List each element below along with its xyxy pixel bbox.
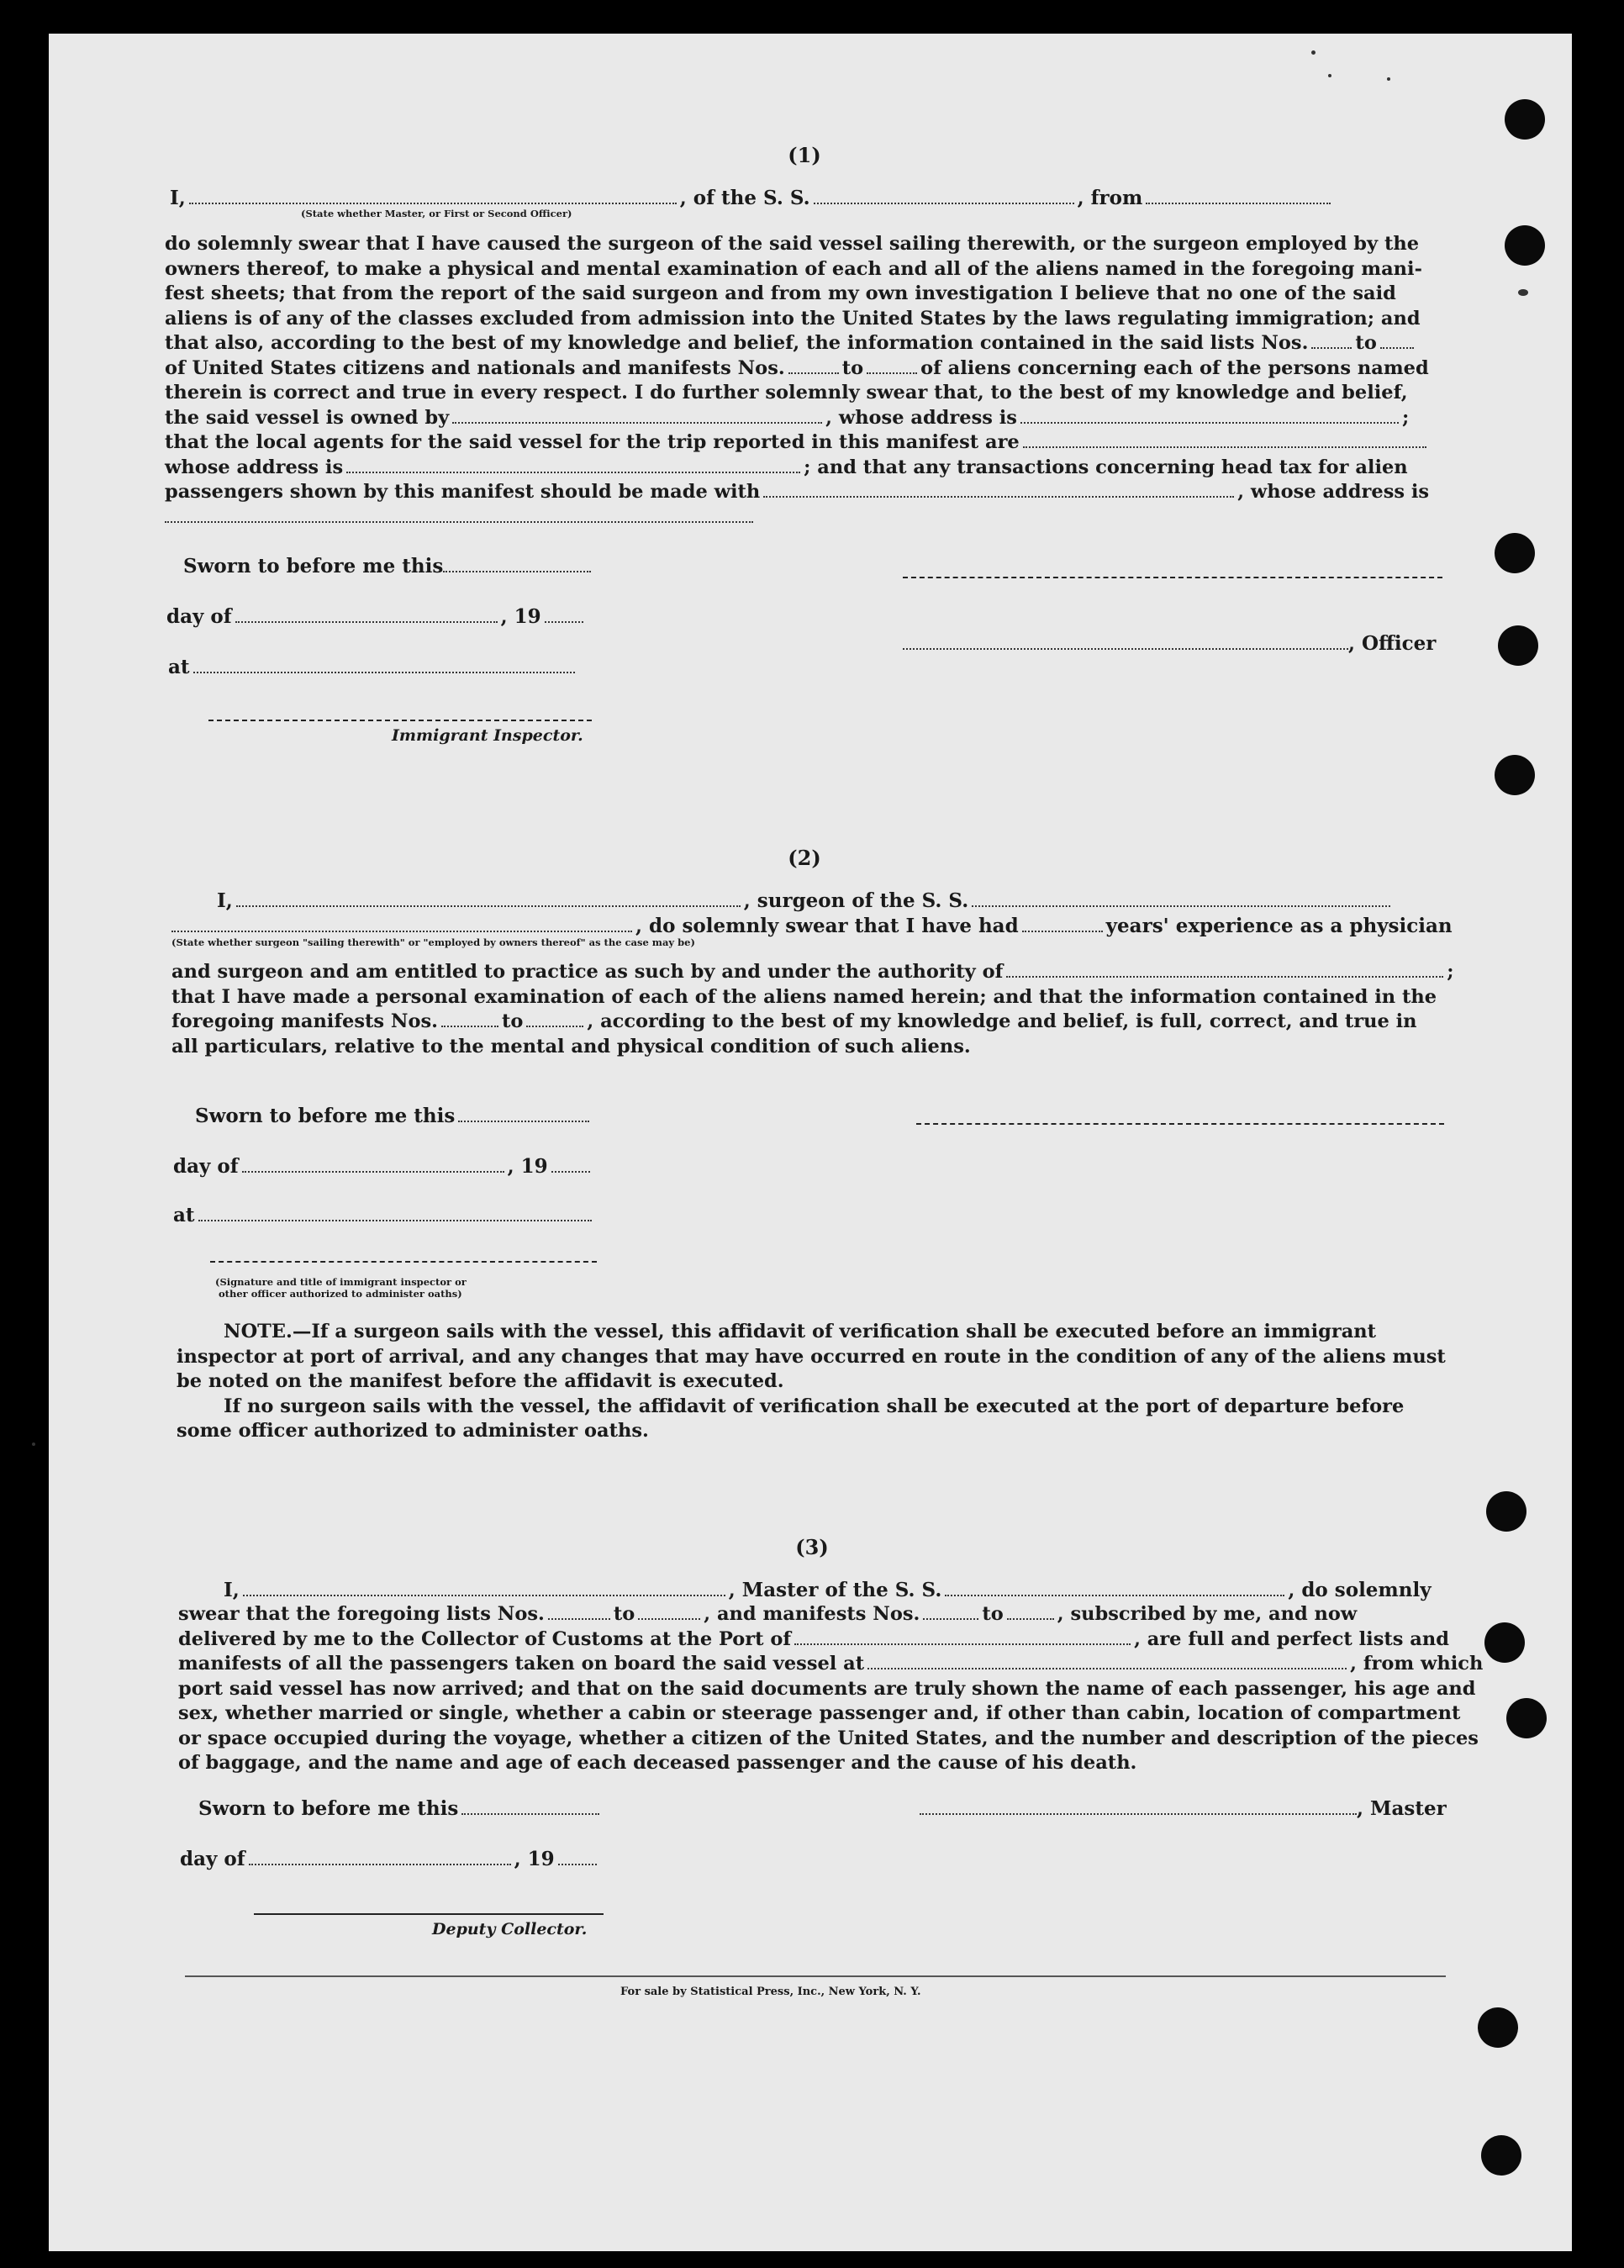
section-2-at: at <box>173 1204 595 1226</box>
section-1-day-of: day of , 19 <box>166 605 587 628</box>
boarded-at-field[interactable] <box>867 1667 1347 1669</box>
day-of-field-2[interactable] <box>242 1170 504 1173</box>
section-2-day-of: day of , 19 <box>173 1155 593 1178</box>
master-ship-field[interactable] <box>945 1594 1284 1596</box>
manifests-to-field-3[interactable] <box>1007 1617 1054 1620</box>
punch-hole <box>1498 625 1538 666</box>
head-tax-address-field[interactable] <box>165 520 753 523</box>
port-field[interactable] <box>794 1643 1131 1645</box>
punch-hole <box>1495 755 1535 795</box>
from-field[interactable] <box>1146 202 1331 204</box>
manifests-to-field[interactable] <box>867 372 917 374</box>
collector-signature-line[interactable] <box>254 1913 604 1915</box>
surgeon-name-field[interactable] <box>236 905 741 907</box>
section-2-second-line: , do solemnly swear that I have had years' experience as a physician <box>171 915 1453 937</box>
footer-imprint: For sale by Statistical Press, Inc., New York, N. Y. <box>620 1986 921 1998</box>
owner-address-field[interactable] <box>1020 421 1399 424</box>
section-3-heading: (3) <box>795 1535 829 1559</box>
section-2-sworn: Sworn to before me this <box>195 1105 593 1127</box>
punch-hole <box>1486 1491 1526 1532</box>
section-3-sworn: Sworn to before me this <box>198 1797 603 1820</box>
year-field[interactable] <box>545 620 583 623</box>
section-3-opening-line: I, , Master of the S. S. , do solemnly <box>224 1579 1432 1601</box>
officer-signature-line-2[interactable] <box>903 647 1348 650</box>
year-field-2[interactable] <box>551 1170 590 1173</box>
section-2-heading: (2) <box>788 846 821 870</box>
section-1-heading: (1) <box>788 143 821 167</box>
label-from: , from <box>1077 187 1143 209</box>
authority-field[interactable] <box>1006 975 1443 978</box>
section-1-opening-line <box>170 187 1334 209</box>
section-2-opening-line: I, , surgeon of the S. S. <box>217 889 1394 912</box>
sworn-date-field[interactable] <box>443 570 591 572</box>
lists-to-field-3[interactable] <box>638 1617 700 1620</box>
at-field[interactable] <box>193 671 575 673</box>
footer-rule <box>185 1975 1446 1977</box>
manifests-from-field[interactable] <box>788 372 839 374</box>
section-2-signature-caption: (Signature and title of immigrant inspector or other officer authorized to administer oaths) <box>215 1276 467 1300</box>
section-1-caption: (State whether Master, or First or Second Officer) <box>301 208 572 219</box>
lists-from-field[interactable] <box>1311 346 1352 349</box>
at-field-2[interactable] <box>198 1219 592 1221</box>
officer-row: , Officer <box>903 632 1436 655</box>
punch-hole <box>1506 1698 1547 1738</box>
manifests-from-field-2[interactable] <box>441 1025 498 1027</box>
lists-to-field[interactable] <box>1380 346 1414 349</box>
master-name-field[interactable] <box>243 1594 725 1596</box>
label-of-ss: , of the S. S. <box>679 187 810 209</box>
section-3-body: swear that the foregoing lists Nos. to , and manifests Nos. to , subscribed by me, and now delivered by me to the Collector of Customs at the Port of , are full and perfect lists and manifests of all the passengers taken on board the said vessel at , from which port said vessel has now arrived; and that on the said documents are truly shown the name of each passenger, his age and sex, whether married or single, whether a cabin or steerage passenger and, if other than cabin, location of compartment or space occupied during the voyage, whether a citizen of the United States, and the number and description of the pieces of baggage, and the name and age of each deceased passenger and the cause of his death. <box>178 1603 1484 1774</box>
label-i: I, <box>170 187 186 209</box>
inspector-label: Immigrant Inspector. <box>392 726 583 745</box>
years-field[interactable] <box>1022 930 1103 932</box>
section-2-note: NOTE.—If a surgeon sails with the vessel, this affidavit of verification shall be executed before an immigrant inspector at port of arrival, and any changes that may have occurred en route in the condition of any of the aliens must be noted on the manifest before the affidavit is executed. If no surgeon sails with the vessel, the affidavit of verification shall be executed at the port of departure before some officer authorized to administer oaths. <box>177 1321 1446 1442</box>
name-field[interactable] <box>189 202 677 204</box>
owner-field[interactable] <box>452 421 822 424</box>
lists-from-field-3[interactable] <box>548 1617 610 1620</box>
inspector-signature-line[interactable] <box>208 720 592 721</box>
inspector-signature-line-2[interactable] <box>210 1261 597 1263</box>
agents-field[interactable] <box>1023 446 1426 448</box>
agents-address-field[interactable] <box>346 471 800 473</box>
surgeon-signature-line[interactable] <box>916 1123 1444 1125</box>
punch-hole <box>1484 1622 1525 1663</box>
year-field-3[interactable] <box>558 1863 597 1865</box>
master-signature-row: , Master <box>920 1797 1447 1820</box>
manifests-to-field-2[interactable] <box>526 1025 583 1027</box>
master-signature-line[interactable] <box>920 1812 1357 1815</box>
punch-hole <box>1481 2135 1521 2176</box>
ship-field[interactable] <box>814 202 1074 204</box>
section-1-at: at <box>168 656 578 678</box>
manifests-from-field-3[interactable] <box>923 1617 978 1620</box>
day-of-field-3[interactable] <box>249 1863 511 1865</box>
head-tax-party-field[interactable] <box>763 495 1234 498</box>
collector-label: Deputy Collector. <box>432 1920 588 1938</box>
section-3-day-of: day of , 19 <box>180 1848 600 1870</box>
punch-hole <box>1505 99 1545 140</box>
sworn-date-field-3[interactable] <box>461 1812 599 1815</box>
section-2-caption: (State whether surgeon "sailing therewith" or "employed by owners thereof" as the case may be) <box>171 936 695 948</box>
sworn-date-field-2[interactable] <box>458 1120 589 1122</box>
section-1-sworn: Sworn to before me this <box>183 555 594 578</box>
punch-hole <box>1478 2007 1518 2048</box>
section-1-body: do solemnly swear that I have caused the surgeon of the said vessel sailing therewith, or the surgeon employed by the owners thereof, to make a physical and mental examination of each and all of the aliens named in the foregoing mani- fest sheets; that from the report of the said surgeon and from my own investigation I believe that no one of the said aliens is of any of the classes excluded from admission into the United States by the laws regulating immigration; and that also, according to the best of my knowledge and belief, the information contained in the said lists Nos. to of United States citizens and nationals and manifests Nos. to of aliens concerning each of the persons named therein is correct and true in every respect. I do further solemnly swear that, to the best of my knowledge and belief, the said vessel is owned by , whose address is ; that the local agents for the said vessel for the trip reported in this manifest are whose address is ; and that any transactions concerning head tax for alien passengers shown by this manifest should be made with , whose address is <box>165 232 1439 530</box>
punch-hole <box>1505 225 1545 266</box>
surgeon-ship-field[interactable] <box>972 905 1390 907</box>
day-of-field[interactable] <box>235 620 498 623</box>
surgeon-status-field[interactable] <box>171 930 632 932</box>
officer-signature-line-1[interactable] <box>903 577 1442 578</box>
section-2-body: and surgeon and am entitled to practice as such by and under the authority of that I have made a personal examination of each of the aliens named herein; and that the information contained in the foregoing manifests Nos. to , according to the best of my knowledge and belief, is full, correct, and true in all particulars, relative to the mental and physical condition of such aliens. <box>171 960 1446 1059</box>
punch-hole <box>1495 533 1535 573</box>
